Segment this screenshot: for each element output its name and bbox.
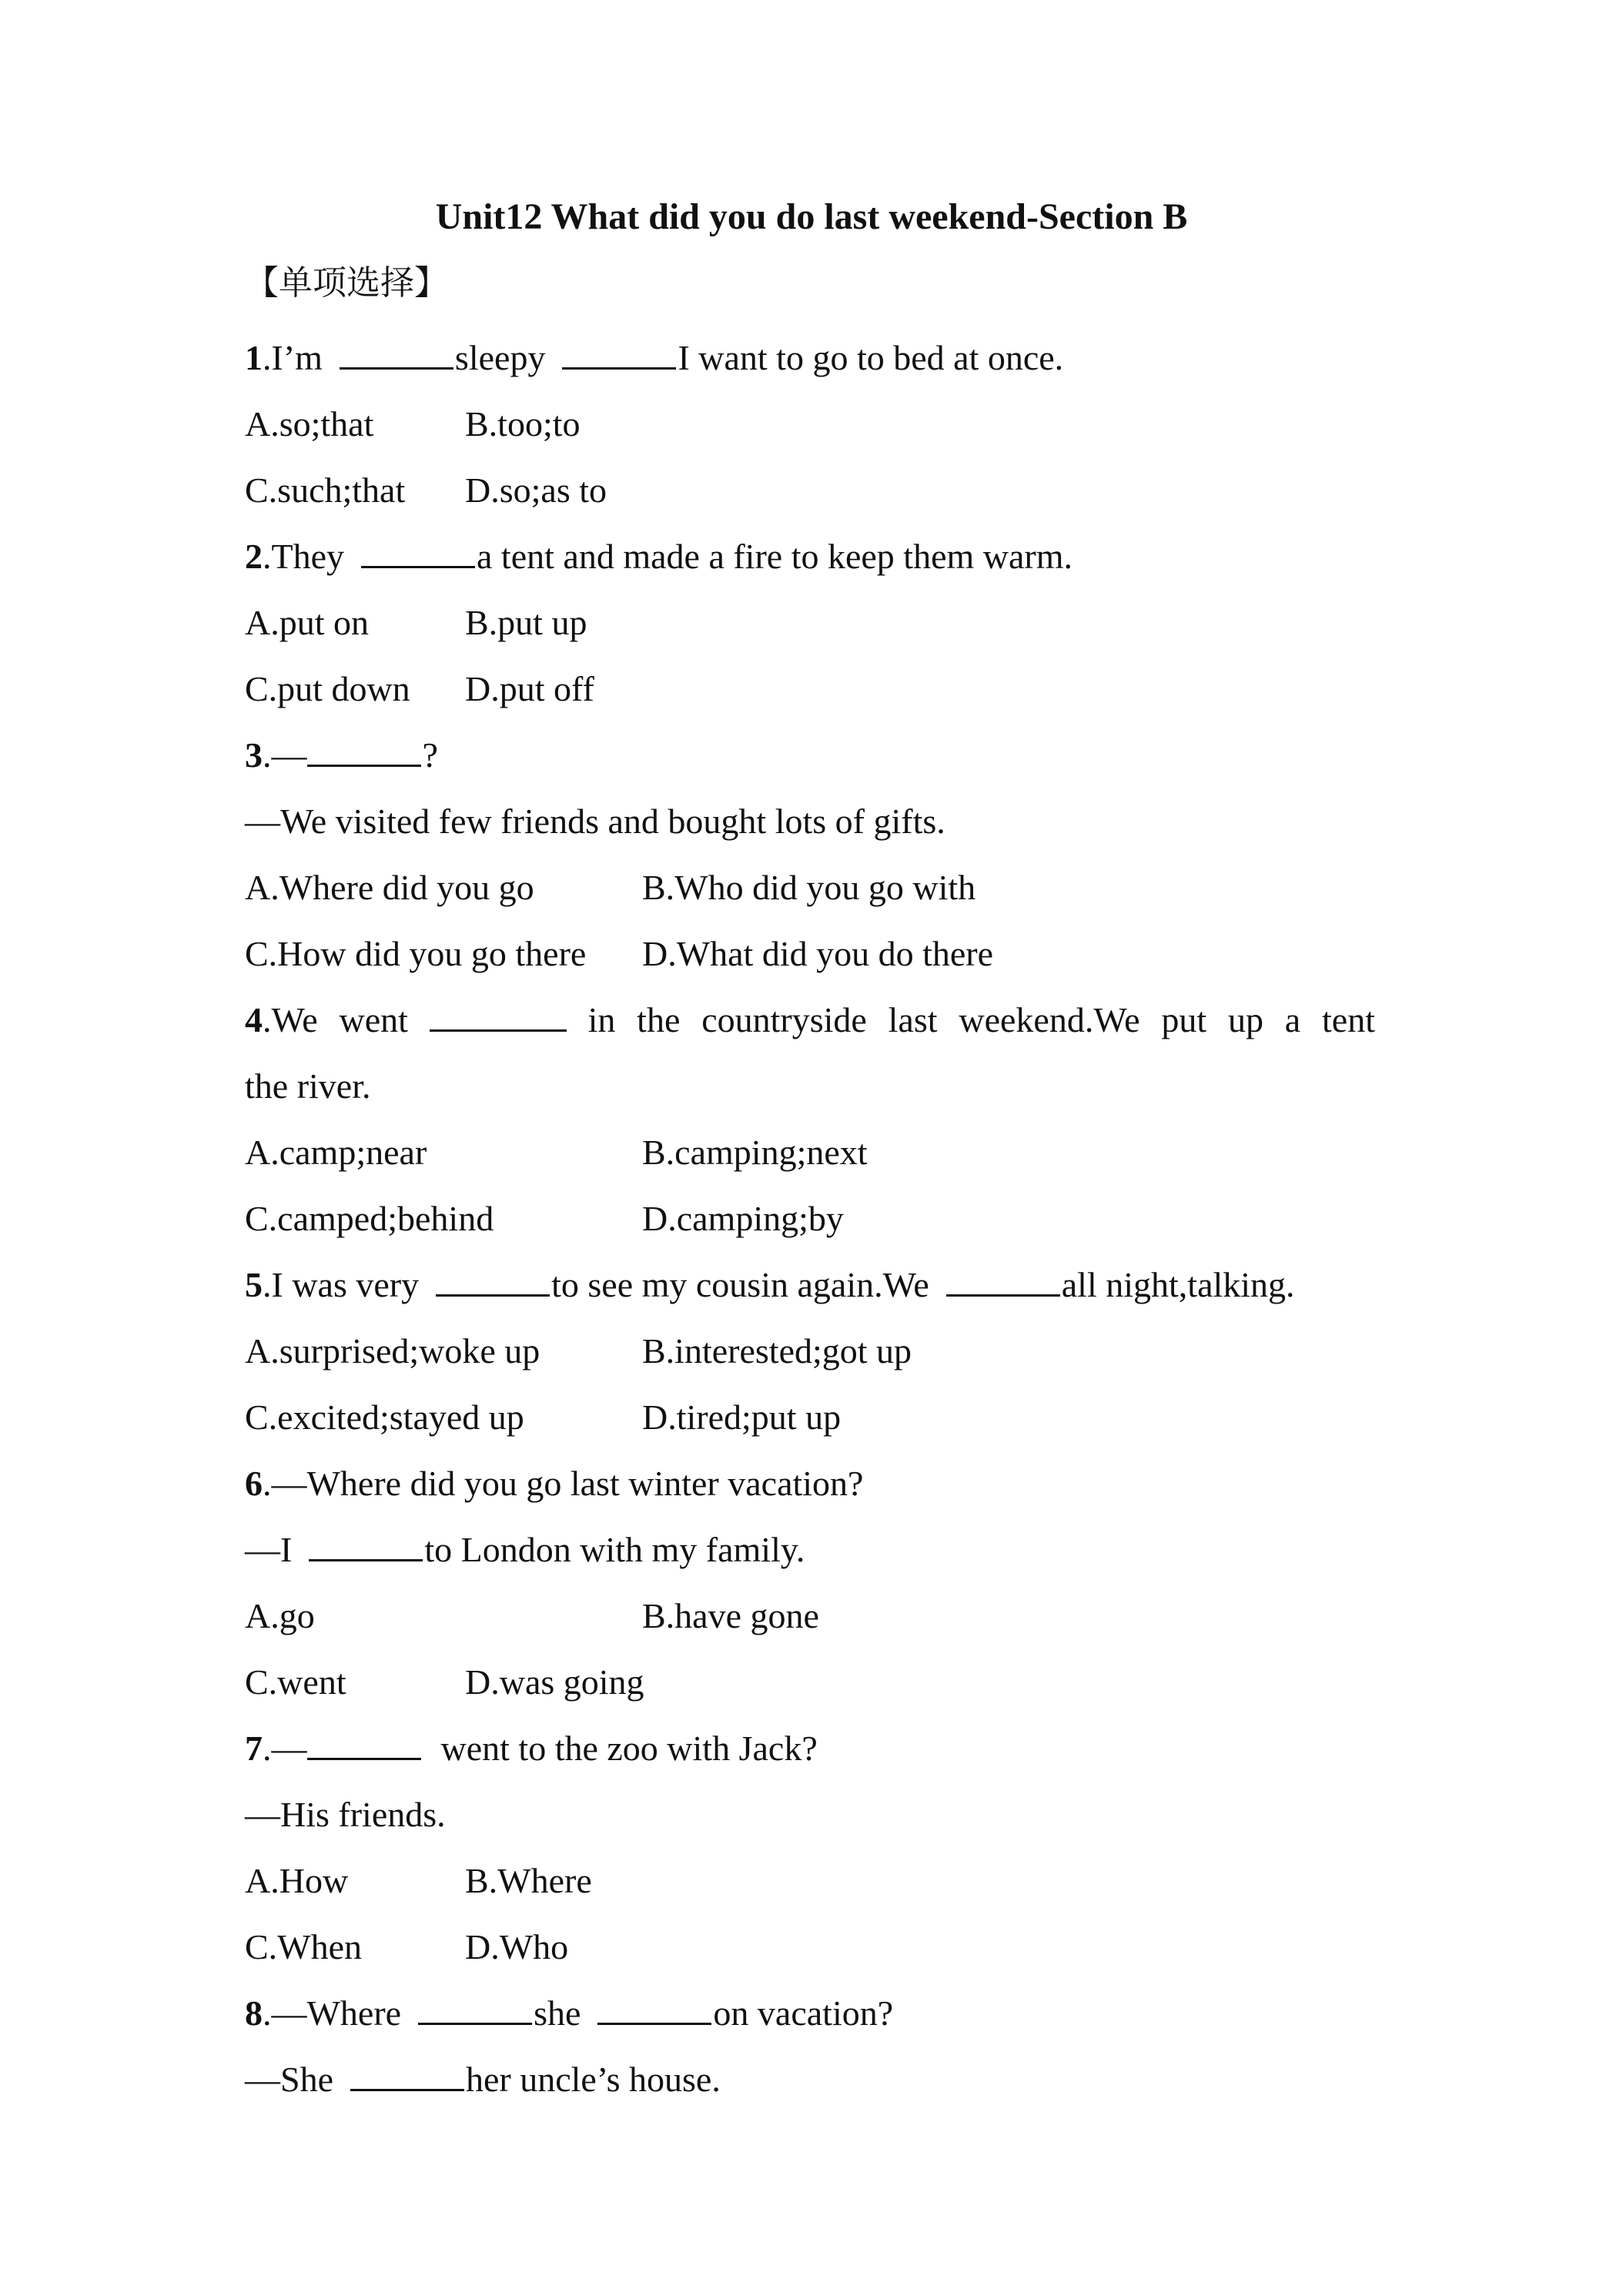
question-1-options-row-1 — [245, 401, 1375, 467]
option-c[interactable]: C.How did you go there — [245, 934, 587, 973]
option-b[interactable]: B.camping;next — [642, 1133, 868, 1172]
answer-blank[interactable] — [361, 535, 475, 568]
option-b[interactable]: B.Where — [465, 1861, 592, 1900]
answer-blank[interactable] — [307, 734, 421, 767]
question-8-reply: —She her uncle’s house. — [245, 2060, 721, 2099]
question-number: 7 — [245, 1729, 263, 1768]
question-2-stem: 2.They a tent and made a fire to keep them warm. — [245, 537, 1073, 576]
question-1-options-row-2 — [245, 467, 1375, 534]
option-a[interactable]: A.put on — [245, 603, 369, 642]
question-8-stem: 8.—Where she on vacation? — [245, 1993, 894, 2033]
question-6-options-row-2 — [245, 1659, 1375, 1725]
question-number: 4 — [245, 1000, 263, 1039]
question-list — [245, 335, 1375, 2123]
option-a[interactable]: A.so;that — [245, 404, 374, 443]
question-4-stem: 4.We went in the countryside last weekend.We put up a tent — [245, 1000, 1375, 1039]
question-6-reply: —I to London with my family. — [245, 1530, 805, 1569]
question-number: 1 — [245, 338, 263, 377]
answer-blank[interactable] — [946, 1263, 1060, 1297]
answer-blank[interactable] — [430, 999, 567, 1032]
answer-blank[interactable] — [562, 336, 676, 370]
option-d[interactable]: D.so;as to — [465, 470, 607, 510]
option-d[interactable]: D.What did you do there — [642, 934, 994, 973]
question-7-options-row-1 — [245, 1858, 1375, 1924]
question-6-options-row-1 — [245, 1593, 1375, 1659]
section-heading: 【单项选择】 — [245, 263, 448, 303]
question-7-reply: —His friends. — [245, 1795, 446, 1834]
question-3-stem: 3.— ? — [245, 735, 438, 775]
answer-blank[interactable] — [307, 1727, 421, 1760]
question-4-options-row-2 — [245, 1196, 1375, 1262]
question-4-stem-continued: the river. — [245, 1066, 371, 1106]
option-a[interactable]: A.camp;near — [245, 1133, 427, 1172]
option-d[interactable]: D.camping;by — [642, 1199, 844, 1238]
option-b[interactable]: B.put up — [465, 603, 587, 642]
option-c[interactable]: C.went — [245, 1662, 346, 1702]
option-a[interactable]: A.Where did you go — [245, 868, 534, 907]
option-a[interactable]: A.go — [245, 1596, 315, 1635]
answer-blank[interactable] — [418, 1992, 532, 2025]
question-5-options-row-2 — [245, 1394, 1375, 1461]
option-c[interactable]: C.excited;stayed up — [245, 1397, 524, 1437]
question-4-options-row-1 — [245, 1130, 1375, 1196]
answer-blank[interactable] — [309, 1528, 423, 1561]
question-5-options-row-1 — [245, 1328, 1375, 1394]
question-number: 5 — [245, 1265, 263, 1304]
option-b[interactable]: B.too;to — [465, 404, 581, 443]
question-3-reply: —We visited few friends and bought lots of gifts. — [245, 802, 945, 841]
option-b[interactable]: B.have gone — [642, 1596, 819, 1635]
question-6-stem: 6.—Where did you go last winter vacation? — [245, 1464, 864, 1503]
option-a[interactable]: A.How — [245, 1861, 349, 1900]
question-2-options-row-1 — [245, 600, 1375, 666]
question-5-stem: 5.I was very to see my cousin again.We all night,talking. — [245, 1265, 1295, 1304]
question-number: 8 — [245, 1993, 263, 2033]
answer-blank[interactable] — [436, 1263, 550, 1297]
option-c[interactable]: C.put down — [245, 669, 410, 708]
question-number: 6 — [245, 1464, 263, 1503]
question-2-options-row-2 — [245, 666, 1375, 732]
option-b[interactable]: B.Who did you go with — [642, 868, 976, 907]
option-c[interactable]: C.When — [245, 1927, 363, 1966]
question-7-options-row-2 — [245, 1924, 1375, 1990]
option-d[interactable]: D.Who — [465, 1927, 569, 1966]
option-d[interactable]: D.tired;put up — [642, 1397, 842, 1437]
question-number: 3 — [245, 735, 263, 775]
answer-blank[interactable] — [340, 336, 453, 370]
page-title: Unit12 What did you do last weekend-Section B — [435, 196, 1188, 237]
question-1-stem: 1.I’m sleepy I want to go to bed at once. — [245, 338, 1064, 377]
answer-blank[interactable] — [597, 1992, 711, 2025]
question-3-options-row-2 — [245, 931, 1375, 997]
option-d[interactable]: D.was going — [465, 1662, 644, 1702]
question-7-stem: 7.— went to the zoo with Jack? — [245, 1729, 818, 1768]
question-3-options-row-1 — [245, 865, 1375, 931]
option-b[interactable]: B.interested;got up — [642, 1331, 912, 1371]
option-d[interactable]: D.put off — [465, 669, 594, 708]
answer-blank[interactable] — [350, 2058, 464, 2091]
question-number: 2 — [245, 537, 263, 576]
option-a[interactable]: A.surprised;woke up — [245, 1331, 540, 1371]
option-c[interactable]: C.camped;behind — [245, 1199, 494, 1238]
option-c[interactable]: C.such;that — [245, 470, 406, 510]
